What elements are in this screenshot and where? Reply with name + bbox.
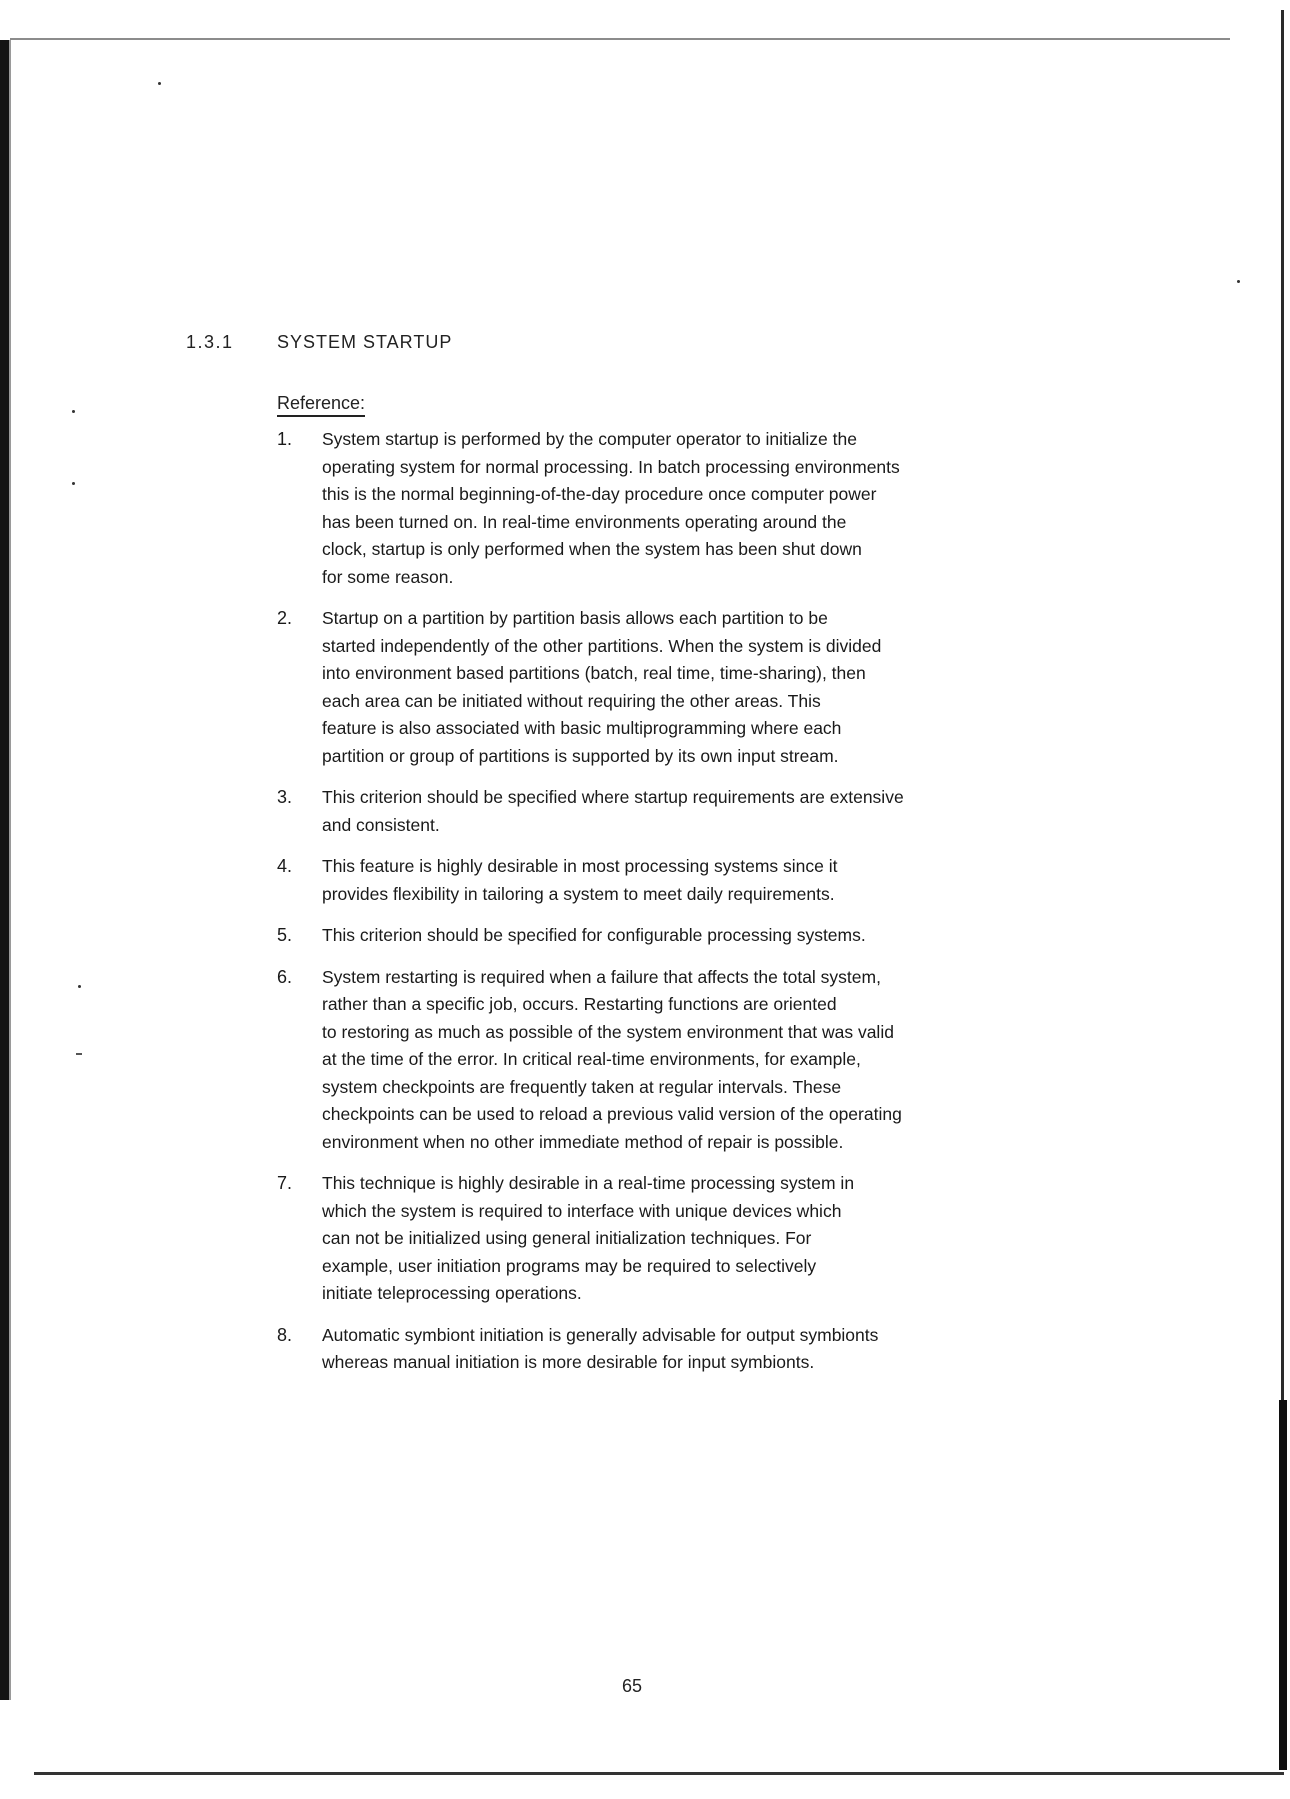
list-item: [277, 853, 1077, 908]
item-number: 2.: [277, 608, 293, 628]
item-text: This criterion should be specified where startup requirements are extensive and consistent.: [322, 787, 904, 835]
scan-speck: [72, 482, 75, 485]
list-item: [277, 964, 1077, 1157]
reference-label: Reference:: [277, 392, 365, 417]
item-text: Automatic symbiont initiation is generally advisable for output symbionts whereas manual initiation is more desirable for input symbionts.: [322, 1324, 879, 1372]
section-number: 1.3.1: [186, 332, 234, 352]
item-text: Startup on a partition by partition basis allows each partition to be started independently of the other partitions. When the system is divided into environment based partitions (batch, real time, time-sharing), then each area can be initiated without requiring the other areas. This feature is also associated with basic multiprogramming where each partition or group of partitions is supported by its own input stream.: [322, 608, 882, 766]
item-number: 8.: [277, 1324, 293, 1345]
list-item: [277, 1322, 1077, 1377]
item-text: This technique is highly desirable in a real-time processing system in which the system is required to interface with unique devices which can not be initialized using general initialization techniques. For example, user initiation programs may be required to selectively initiate teleprocessing operations.: [322, 1173, 855, 1303]
scan-border-left: [0, 40, 9, 1700]
item-number: 3.: [277, 787, 293, 807]
item-number: 5.: [277, 925, 293, 945]
section-title: SYSTEM STARTUP: [277, 332, 453, 352]
reference-list: [277, 426, 1077, 1391]
scan-speck: [72, 410, 75, 413]
scan-border-right-heavy: [1279, 1400, 1287, 1770]
item-text: This criterion should be specified for configurable processing systems.: [322, 925, 866, 945]
scan-speck: [158, 82, 161, 85]
list-item: [277, 426, 1077, 591]
item-number: 4.: [277, 856, 293, 876]
page-number: 65: [622, 1676, 643, 1696]
scan-speck: [1237, 280, 1240, 283]
scan-speck: [78, 985, 81, 988]
item-text: This feature is highly desirable in most processing systems since it provides flexibility in tailoring a system to meet daily requirements.: [322, 856, 838, 904]
scan-mark: [76, 1053, 82, 1055]
scan-border-top: [10, 38, 1230, 40]
list-item: [277, 1170, 1077, 1308]
list-item: [277, 922, 1077, 950]
item-number: 1.: [277, 429, 293, 449]
item-text: System startup is performed by the computer operator to initialize the operating system for normal processing. In batch processing environments this is the normal beginning-of-the-day procedure once computer power has been turned on. In real-time environments operating around the clock, startup is only performed when the system has been shut down for some reason.: [322, 429, 900, 587]
scan-border-bottom: [34, 1772, 1284, 1775]
list-item: [277, 605, 1077, 770]
item-number: 6.: [277, 966, 293, 987]
item-number: 7.: [277, 1173, 293, 1193]
scan-border-left-shadow: [9, 40, 11, 1700]
item-text: System restarting is required when a failure that affects the total system, rather than a specific job, occurs. Restarting functions are oriented to restoring as much as possible of the system environment that was valid at the time of the error. In critical real-time environments, for example, system checkpoints are frequently taken at regular intervals. These checkpoints can be used to reload a previous valid version of the operating environment when no other immediate method of repair is possible.: [322, 966, 902, 1152]
list-item: [277, 784, 1077, 839]
